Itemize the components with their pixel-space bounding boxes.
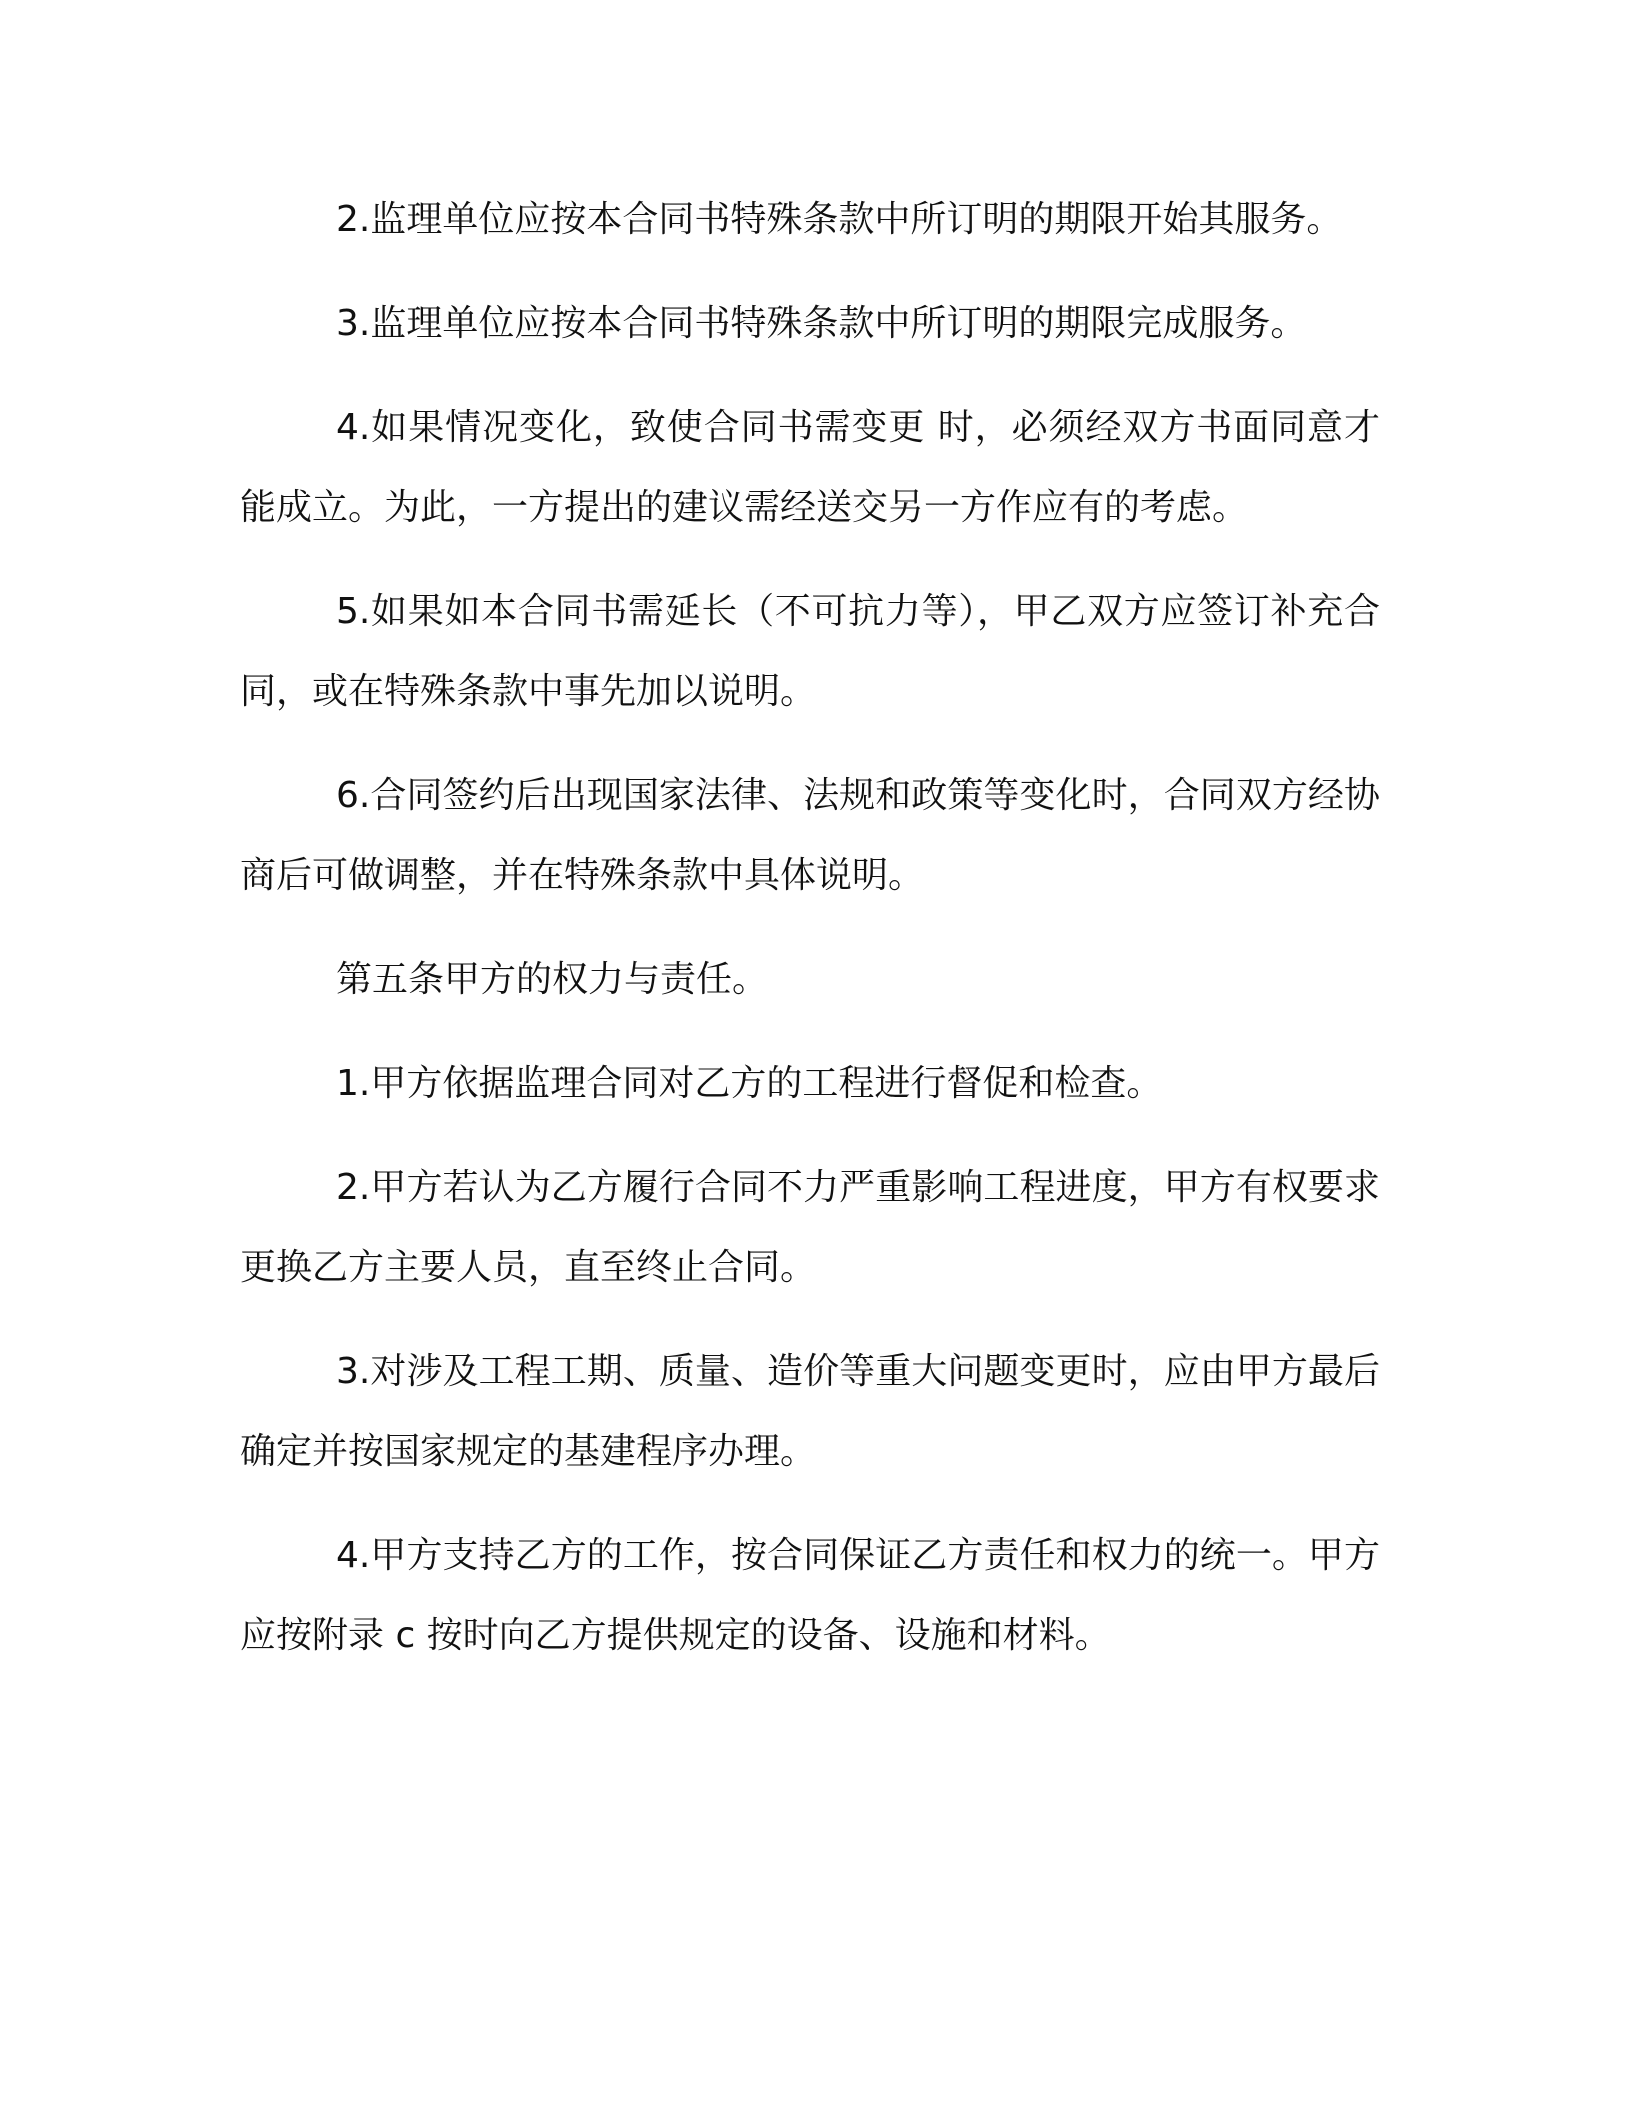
paragraph-party-a-2: 2.甲方若认为乙方履行合同不力严重影响工程进度，甲方有权要求更换乙方主要人员，直至终止合同。 — [240, 1167, 1380, 1288]
paragraph-clause-5-extension: 5.如果如本合同书需延长（不可抗力等），甲乙双方应签订补充合同，或在特殊条款中事先加以说明。 — [240, 591, 1380, 712]
paragraph-party-a-3: 3.对涉及工程工期、质量、造价等重大问题变更时，应由甲方最后确定并按国家规定的基建程序办理。 — [240, 1351, 1380, 1472]
paragraph-clause-3-complete: 3.监理单位应按本合同书特殊条款中所订明的期限完成服务。 — [336, 303, 1307, 344]
document-body — [240, 180, 1380, 1700]
paragraph-clause-4-change: 4.如果情况变化，致使合同书需变更 时，必须经双方书面同意才能成立。为此，一方提出的建议需经送交另一方作应有的考虑。 — [240, 407, 1380, 528]
paragraph-party-a-1: 1.甲方依据监理合同对乙方的工程进行督促和检查。 — [336, 1063, 1163, 1104]
section-heading-article-5: 第五条甲方的权力与责任。 — [336, 959, 769, 1000]
paragraph-clause-6-adjustment: 6.合同签约后出现国家法律、法规和政策等变化时，合同双方经协商后可做调整，并在特殊条款中具体说明。 — [240, 775, 1380, 896]
paragraph-clause-2-start: 2.监理单位应按本合同书特殊条款中所订明的期限开始其服务。 — [336, 199, 1343, 240]
paragraph-party-a-4: 4.甲方支持乙方的工作，按合同保证乙方责任和权力的统一。甲方应按附录 c 按时向乙方提供规定的设备、设施和材料。 — [240, 1535, 1380, 1656]
